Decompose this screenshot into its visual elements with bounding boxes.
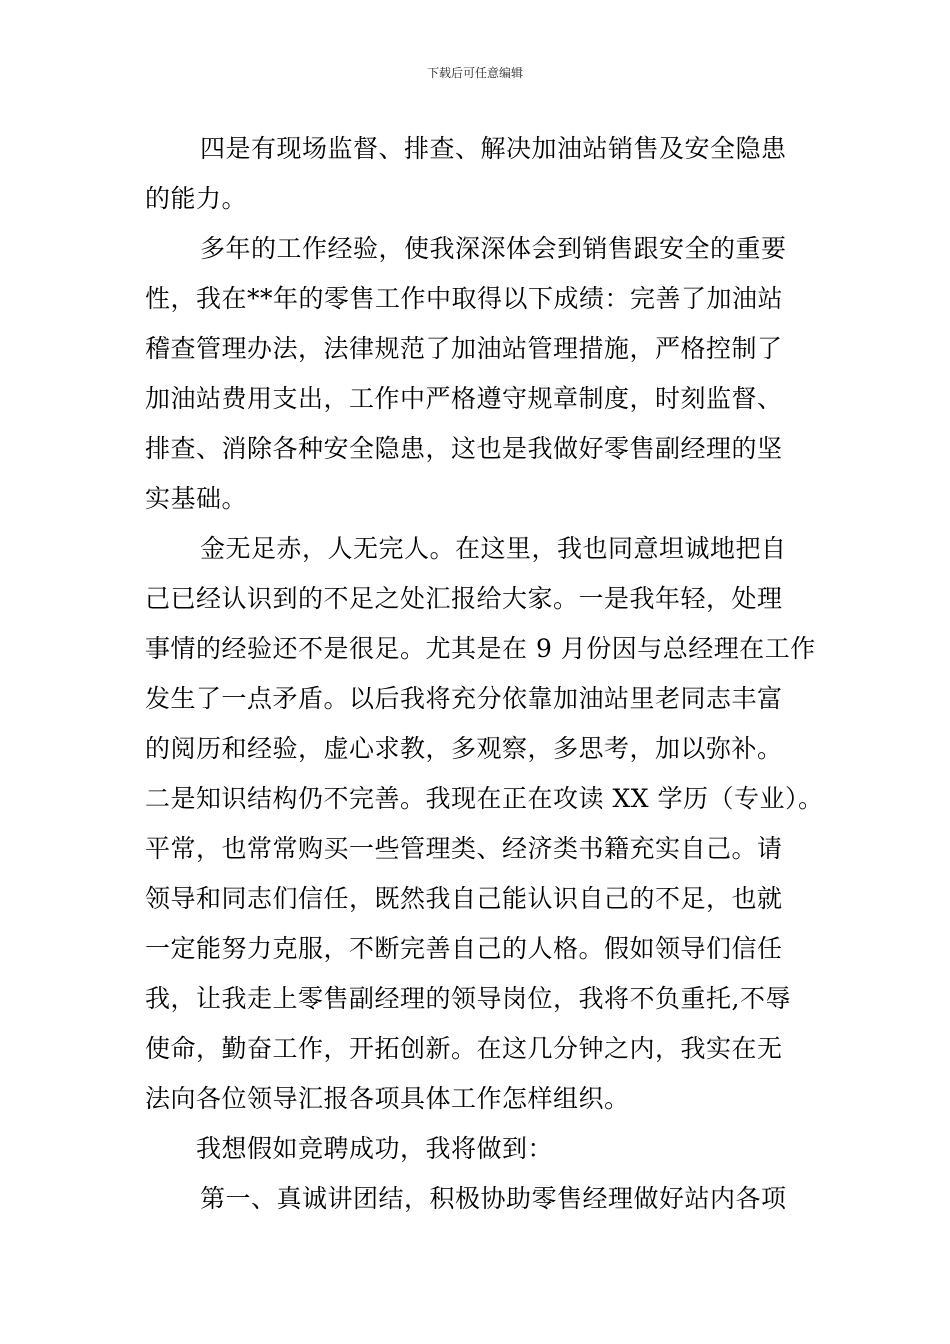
text-line: 使命，勤奋工作，开拓创新。在这几分钟之内，我实在无 — [145, 1034, 783, 1063]
text-line: 稽查管理办法，法律规范了加油站管理措施，严格控制了 — [145, 334, 783, 363]
text-line: 加油站费用支出，工作中严格遵守规章制度，时刻监督、 — [145, 384, 783, 413]
text-line: 金无足赤，人无完人。在这里，我也同意坦诚地把自 — [200, 534, 787, 563]
text-line: 的能力。 — [145, 184, 248, 213]
document-body — [145, 124, 824, 1224]
text-line: 排查、消除各种安全隐患，这也是我做好零售副经理的坚 — [145, 434, 783, 463]
text-line: 第一、真诚讲团结，积极协助零售经理做好站内各项 — [200, 1184, 787, 1213]
text-line: 事情的经验还不是很足。尤其是在 9 月份因与总经理在工作 — [145, 634, 816, 663]
text-line: 性，我在**年的零售工作中取得以下成绩：完善了加油站 — [145, 284, 784, 313]
text-line: 法向各位领导汇报各项具体工作怎样组织。 — [145, 1084, 630, 1113]
text-line: 二是知识结构仍不完善。我现在正在攻读 XX 学历（专业）。 — [145, 784, 824, 813]
text-line: 己已经认识到的不足之处汇报给大家。一是我年轻，处理 — [145, 584, 783, 613]
text-line: 平常，也常常购买一些管理类、经济类书籍充实自己。请 — [145, 834, 783, 863]
text-line: 发生了一点矛盾。以后我将充分依靠加油站里老同志丰富 — [145, 684, 783, 713]
text-line: 我，让我走上零售副经理的领导岗位，我将不负重托,不辱 — [145, 984, 791, 1013]
text-line: 领导和同志们信任，既然我自己能认识自己的不足，也就 — [145, 884, 783, 913]
text-line: 我想假如竞聘成功，我将做到： — [196, 1134, 554, 1163]
text-line: 的阅历和经验，虚心求教，多观察，多思考，加以弥补。 — [145, 734, 783, 763]
text-line: 实基础。 — [145, 484, 248, 513]
text-line: 一定能努力克服，不断完善自己的人格。假如领导们信任 — [145, 934, 783, 963]
text-line: 多年的工作经验，使我深深体会到销售跟安全的重要 — [200, 234, 787, 263]
text-line: 四是有现场监督、排查、解决加油站销售及安全隐患 — [200, 134, 787, 163]
page-header: 下载后可任意编辑 — [426, 66, 523, 80]
